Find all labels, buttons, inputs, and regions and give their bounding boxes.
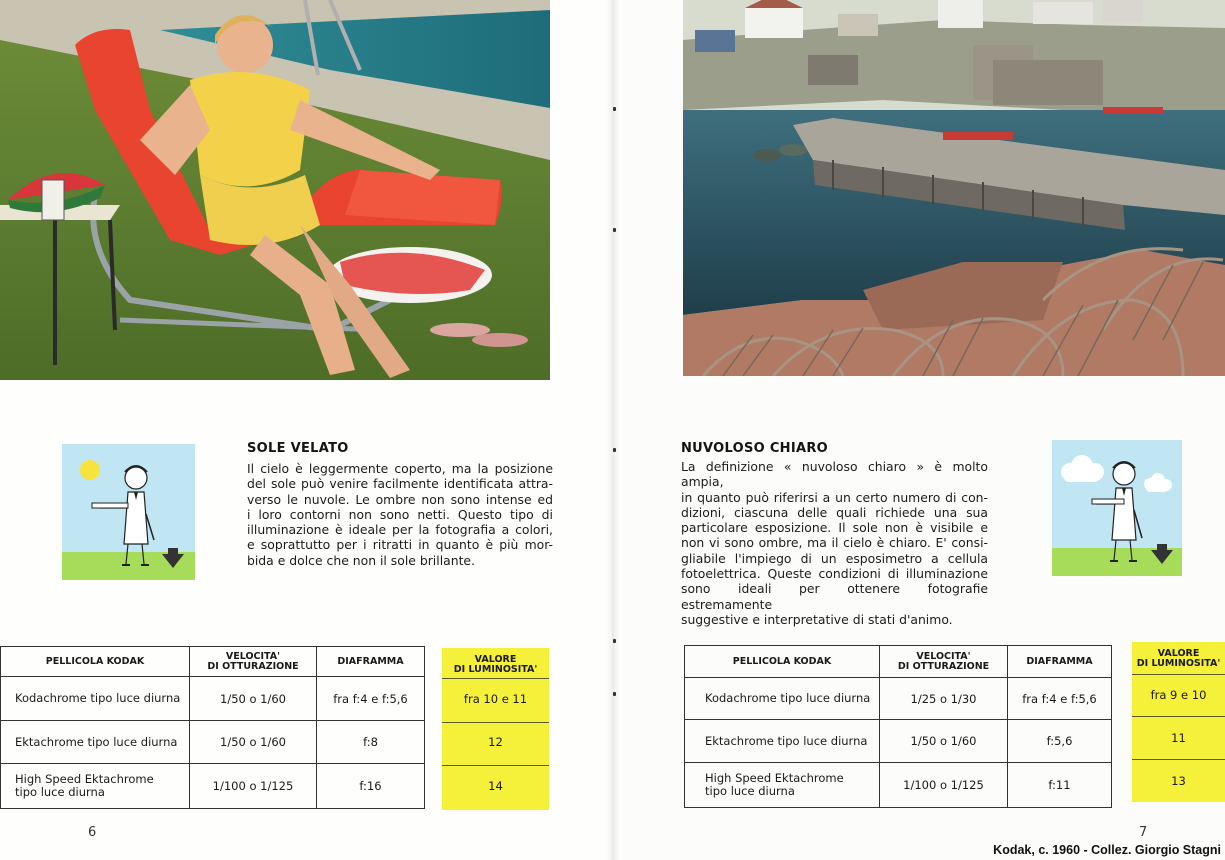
- exposure-table-left: [0, 646, 425, 809]
- gutter-stitch: [613, 692, 616, 696]
- paragraph-line: i loro contorni non sono netti. Questo tipo di: [247, 506, 553, 522]
- header-aperture: DIAFRAMMA: [317, 647, 425, 677]
- cell-film: Ektachrome tipo luce diurna: [1, 721, 190, 764]
- cell-speed: 1/50 o 1/60: [190, 721, 317, 764]
- luminosity-header: VALORE DI LUMINOSITA': [453, 654, 538, 675]
- paragraph-line: e soprattutto per i ritratti in quanto è più mor-: [247, 537, 553, 553]
- table-row: [1, 721, 425, 764]
- left-page: [0, 0, 612, 860]
- divider: [442, 678, 549, 679]
- description-paragraph-right: [681, 459, 988, 627]
- table-row: [1, 764, 425, 809]
- collection-credit: Kodak, c. 1960 - Collez. Giorgio Stagni: [993, 843, 1221, 857]
- book-gutter: [606, 0, 620, 860]
- photo-woman-sun-lounger-art: [0, 0, 550, 380]
- header-film: PELLICOLA KODAK: [1, 647, 190, 677]
- header-film: PELLICOLA KODAK: [685, 646, 880, 678]
- divider: [1132, 716, 1225, 717]
- paragraph-line: La definizione « nuvoloso chiaro » è molto ampia,: [681, 459, 988, 490]
- cell-speed: 1/25 o 1/30: [880, 678, 1008, 720]
- cell-speed: 1/50 o 1/60: [880, 720, 1008, 763]
- luminosity-value: 11: [1171, 731, 1186, 745]
- luminosity-value: fra 9 e 10: [1150, 688, 1207, 702]
- cell-speed: 1/100 o 1/125: [190, 764, 317, 809]
- header-shutter-speed: VELOCITA' DI OTTURAZIONE: [880, 646, 1008, 678]
- paragraph-line: non vi sono ombre, ma il cielo è chiaro. E' consi-: [681, 535, 988, 551]
- cell-aperture: fra f:4 e f:5,6: [1008, 678, 1112, 720]
- luminosity-value: 14: [488, 779, 503, 793]
- paragraph-line: dizioni, ciascuna delle quali richiede una sua: [681, 504, 988, 520]
- gutter-stitch: [613, 228, 616, 232]
- table-row: [685, 678, 1112, 720]
- cell-film: Ektachrome tipo luce diurna: [685, 720, 880, 763]
- luminosity-value: fra 10 e 11: [463, 692, 528, 706]
- paragraph-line: in quanto può riferirsi a un certo numero di con-: [681, 489, 988, 505]
- table-row: [685, 720, 1112, 763]
- gutter-stitch: [613, 448, 616, 452]
- cell-aperture: f:16: [317, 764, 425, 809]
- paragraph-line: fotoelettrica. Queste condizioni di illuminazione: [681, 566, 988, 582]
- luminosity-value: 12: [488, 735, 503, 749]
- exposure-table-right: [684, 645, 1112, 808]
- luminosity-column-right: [1132, 642, 1225, 802]
- paragraph-line: illuminazione è ideale per la fotografia a colori,: [247, 522, 553, 538]
- paragraph-line: sono ideali per ottenere fotografie estremamente: [681, 581, 988, 612]
- header-shutter-speed: VELOCITA' DI OTTURAZIONE: [190, 647, 317, 677]
- page-number-right: 7: [1139, 825, 1148, 840]
- paragraph-line: verso le nuvole. Le ombre non sono intense ed: [247, 491, 553, 507]
- cell-film: High Speed Ektachrome tipo luce diurna: [1, 764, 190, 809]
- cell-aperture: fra f:4 e f:5,6: [317, 677, 425, 721]
- divider: [1132, 759, 1225, 760]
- illustration-veiled-sun-icon: [62, 444, 195, 580]
- luminosity-header: VALORE DI LUMINOSITA': [1136, 648, 1221, 669]
- section-title-nuvoloso-chiaro: NUVOLOSO CHIARO: [681, 441, 829, 456]
- description-paragraph-left: [247, 461, 553, 568]
- paragraph-line: gliabile l'impiego di un esposimetro a cellula: [681, 550, 988, 566]
- section-title-sole-velato: SOLE VELATO: [247, 441, 349, 456]
- paragraph-line: bida e dolce che non il sole brillante.: [247, 552, 475, 568]
- photo-fishing-harbour: [683, 0, 1225, 376]
- header-aperture: DIAFRAMMA: [1008, 646, 1112, 678]
- cell-aperture: f:8: [317, 721, 425, 764]
- illustration-clear-cloudy-icon: [1052, 440, 1182, 576]
- divider: [442, 722, 549, 723]
- paragraph-line: del sole può venire facilmente identificata attra-: [247, 476, 553, 492]
- paragraph-line: suggestive e interpretative di stati d'animo.: [681, 611, 953, 627]
- gutter-stitch: [613, 639, 616, 643]
- photo-woman-sun-lounger: [0, 0, 550, 380]
- cell-aperture: f:11: [1008, 763, 1112, 808]
- divider: [442, 765, 549, 766]
- cell-speed: 1/100 o 1/125: [880, 763, 1008, 808]
- cell-film: Kodachrome tipo luce diurna: [685, 678, 880, 720]
- luminosity-column-left: [442, 648, 549, 810]
- table-row: [1, 677, 425, 721]
- page-number-left: 6: [88, 825, 97, 840]
- cell-speed: 1/50 o 1/60: [190, 677, 317, 721]
- photo-fishing-harbour-art: [683, 0, 1225, 376]
- paragraph-line: Il cielo è leggermente coperto, ma la posizione: [247, 461, 553, 476]
- right-page: [612, 0, 1225, 860]
- cell-film: High Speed Ektachrome tipo luce diurna: [685, 763, 880, 808]
- paragraph-line: particolare esposizione. Il sole non è visibile e: [681, 520, 988, 536]
- table-row: [685, 763, 1112, 808]
- luminosity-value: 13: [1171, 774, 1186, 788]
- gutter-stitch: [613, 107, 616, 111]
- cell-aperture: f:5,6: [1008, 720, 1112, 763]
- divider: [1132, 674, 1225, 675]
- cell-film: Kodachrome tipo luce diurna: [1, 677, 190, 721]
